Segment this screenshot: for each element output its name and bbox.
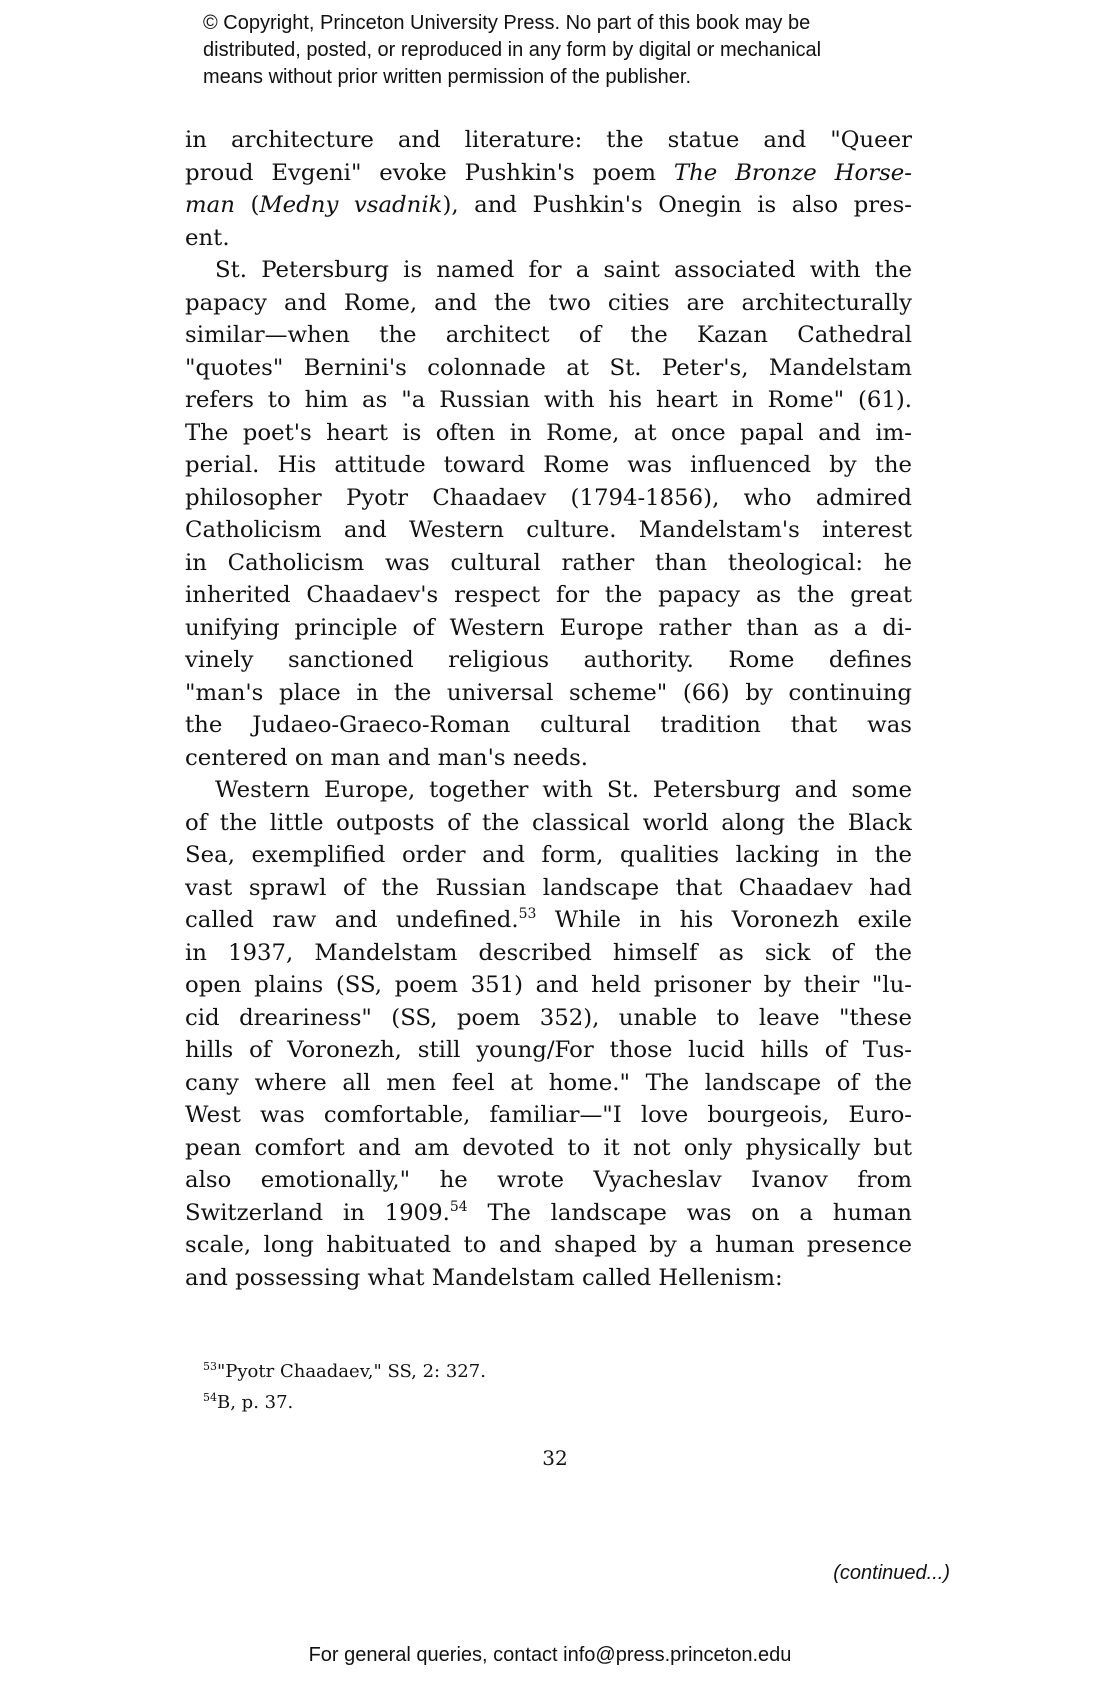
text-run: The landscape was on a human <box>467 1199 912 1226</box>
continued-note: (continued...) <box>833 1562 950 1584</box>
text-line: pean comfort and am devoted to it not only physically but <box>185 1134 912 1161</box>
text-line: in Catholicism was cultural rather than theological: he <box>185 549 912 576</box>
paragraph <box>185 774 912 1294</box>
text-line: "man's place in the universal scheme" (66) by continuing <box>185 679 912 706</box>
text-line <box>185 1197 912 1230</box>
text-line: hills of Voronezh, still young/For those lucid hills of Tus- <box>185 1037 912 1063</box>
footnote-reference: 54 <box>449 1198 468 1215</box>
text-line: scale, long habituated to and shaped by a human presence <box>185 1232 912 1258</box>
text-line: "quotes" Bernini's colonnade at St. Peter's, Mandelstam <box>185 354 912 381</box>
text-line: open plains (SS, poem 351) and held prisoner by their "lu- <box>185 972 912 998</box>
footnote-text: B, p. 37. <box>217 1392 294 1413</box>
contact-footer: For general queries, contact info@press.princeton.edu <box>308 1644 792 1666</box>
copyright-line: distributed, posted, or reproduced in any form by digital or mechanical <box>203 39 822 61</box>
text-run: proud Evgeni" evoke Pushkin's poem <box>185 159 674 186</box>
footnote-number: 54 <box>203 1391 217 1404</box>
footnote-text: "Pyotr Chaadaev," SS, 2: 327. <box>217 1361 486 1382</box>
text-line: West was comfortable, familiar—"I love bourgeois, Euro- <box>185 1102 912 1128</box>
text-line: vast sprawl of the Russian landscape that Chaadaev had <box>185 874 912 901</box>
text-line: of the little outposts of the classical world along the Black <box>185 809 912 836</box>
footnote-reference: 53 <box>518 906 537 922</box>
text-line: in 1937, Mandelstam described himself as sick of the <box>185 939 912 966</box>
footnote <box>203 1387 486 1418</box>
text-line: centered on man and man's needs. <box>185 744 589 771</box>
text-line: philosopher Pyotr Chaadaev (1794-1856), who admired <box>185 484 912 511</box>
text-run: called raw and undefined. <box>185 907 519 933</box>
text-line: inherited Chaadaev's respect for the papacy as the great <box>185 582 912 608</box>
book-title: man <box>185 192 235 218</box>
footnotes <box>203 1356 486 1418</box>
text-line <box>185 157 912 190</box>
text-run: ), and Pushkin's Onegin is also pres- <box>442 192 912 218</box>
footnote <box>203 1356 486 1387</box>
text-line: and possessing what Mandelstam called Hellenism: <box>185 1264 783 1291</box>
paragraph <box>185 254 912 774</box>
text-line: similar—when the architect of the Kazan Cathedral <box>185 322 912 348</box>
text-run: Switzerland in 1909. <box>185 1199 450 1226</box>
copyright-line: © Copyright, Princeton University Press. No part of this book may be <box>203 12 811 34</box>
footnote-number: 53 <box>203 1360 217 1373</box>
text-run: ( <box>234 192 260 218</box>
page-number: 32 <box>542 1446 568 1470</box>
text-line: cid dreariness" (SS, poem 352), unable to leave "these <box>185 1004 912 1031</box>
copyright-notice <box>203 10 923 91</box>
text-line: papacy and Rome, and the two cities are architecturally <box>185 289 912 316</box>
text-line: perial. His attitude toward Rome was influenced by the <box>185 452 912 478</box>
text-line: Sea, exemplified order and form, qualities lacking in the <box>185 842 912 868</box>
text-line: unifying principle of Western Europe rather than as a di- <box>185 614 912 641</box>
text-line: also emotionally," he wrote Vyacheslav Ivanov from <box>185 1167 912 1193</box>
book-title: The Bronze Horse- <box>673 159 912 186</box>
text-line <box>185 904 912 937</box>
body-text <box>185 124 912 1294</box>
copyright-line: means without prior written permission of the publisher. <box>203 66 692 88</box>
text-line: the Judaeo-Graeco-Roman cultural tradition that was <box>185 712 912 738</box>
text-line: cany where all men feel at home." The landscape of the <box>185 1069 912 1096</box>
text-line <box>185 189 912 222</box>
text-run: While in his Voronezh exile <box>536 907 912 933</box>
text-line: Catholicism and Western culture. Mandelstam's interest <box>185 517 912 543</box>
text-line: refers to him as "a Russian with his heart in Rome" (61). <box>185 387 912 413</box>
book-title-russian: Medny vsadnik <box>259 192 443 218</box>
text-line: St. Petersburg is named for a saint associated with the <box>215 257 912 283</box>
text-line: in architecture and literature: the statue and "Queer <box>185 127 912 153</box>
text-line: vinely sanctioned religious authority. Rome defines <box>185 647 912 673</box>
text-line: Western Europe, together with St. Petersburg and some <box>215 777 912 803</box>
paragraph <box>185 124 912 254</box>
text-line: ent. <box>185 224 230 251</box>
text-line: The poet's heart is often in Rome, at once papal and im- <box>185 419 912 446</box>
